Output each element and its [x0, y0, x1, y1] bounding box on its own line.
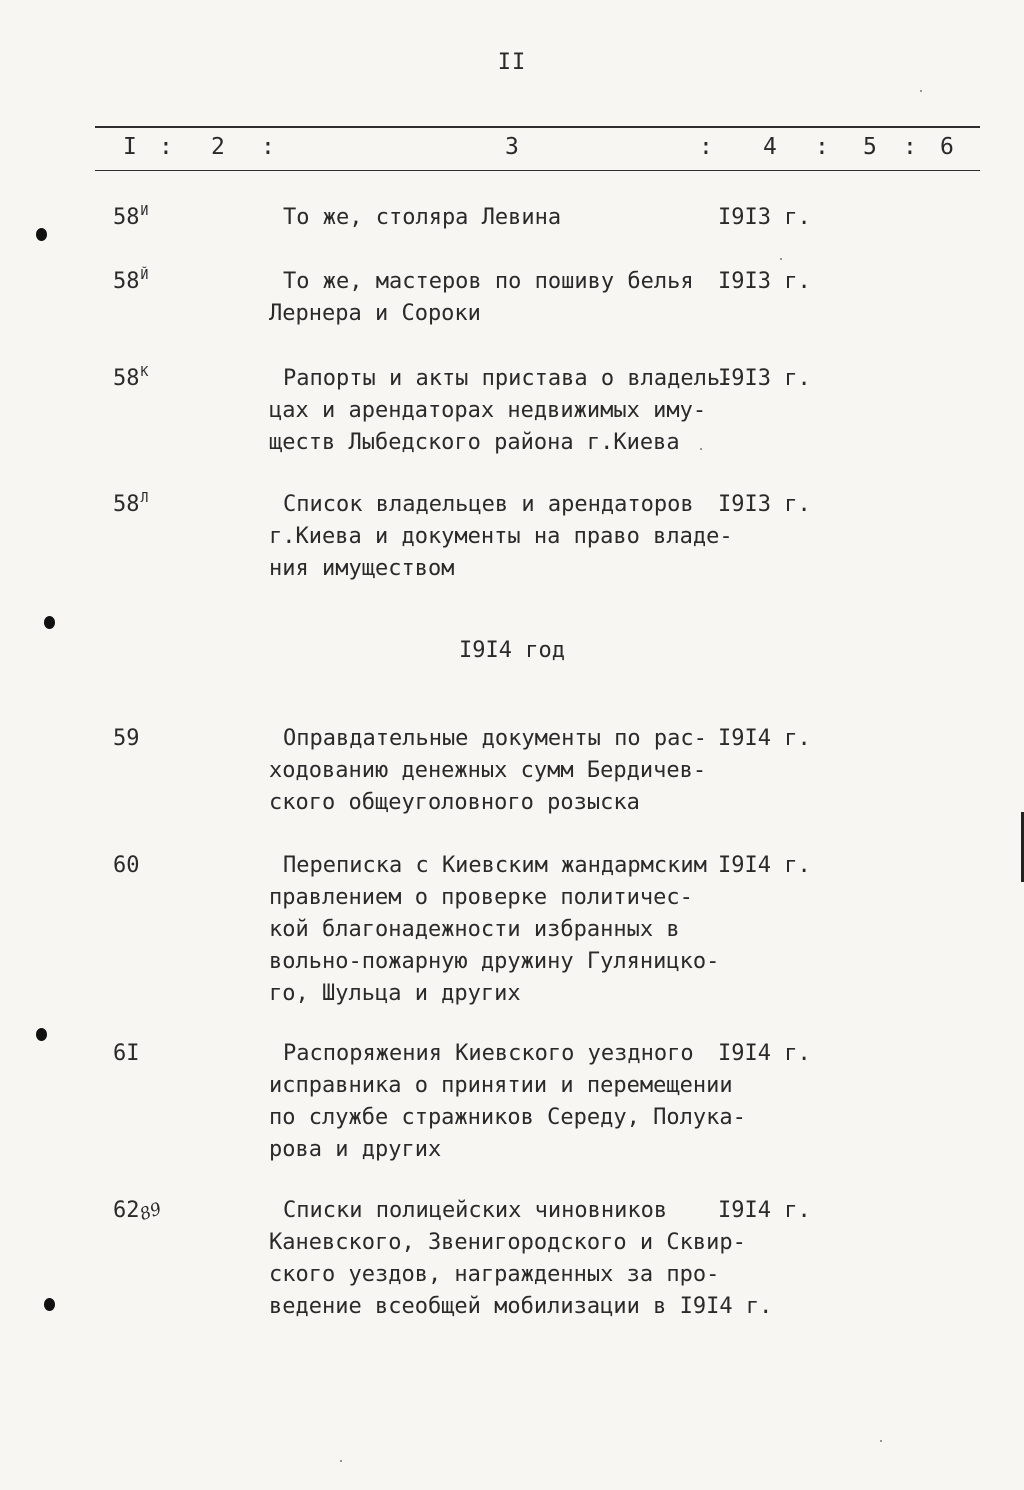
binding-hole — [36, 1028, 47, 1041]
column-header-3: 3 — [505, 134, 519, 160]
entry-number: 6289 — [113, 1195, 161, 1228]
entry-year: I9I4 г. — [718, 1041, 811, 1066]
entry-description: Оправдательные документы по рас- ходованию денежных сумм Бердичев- ского общеуголовного розыска — [269, 726, 707, 815]
entry-year: I9I4 г. — [718, 726, 811, 751]
entry-number: $58^Й$ — [113, 268, 149, 294]
entry-year: I9I3 г. — [718, 366, 811, 391]
entry-description: То же, мастеров по пошиву белья Лернера и Сороки — [269, 269, 694, 326]
section-title: I9I4 год — [459, 638, 565, 663]
entry-year: I9I4 г. — [718, 853, 811, 878]
entry-number: $58^И$ — [113, 204, 149, 230]
column-separator: : — [159, 134, 173, 160]
scan-speck — [340, 1460, 342, 1462]
binding-hole — [36, 228, 47, 241]
table-header-row — [95, 134, 980, 164]
entry-description: Списки полицейских чиновников Каневского, Звенигородского и Сквир- ского уездов, награжденных за про- ведение всеобщей мобилизации в I9I4 г. — [269, 1198, 773, 1319]
column-separator: : — [903, 134, 917, 160]
entry-number: $58^Л$ — [113, 491, 149, 517]
page-number: II — [497, 50, 527, 75]
entry-description: Список владельцев и арендаторов г.Киева и документы на право владе- ния имуществом — [269, 492, 733, 581]
table-top-rule — [95, 126, 980, 128]
binding-hole — [44, 616, 55, 629]
column-separator: : — [815, 134, 829, 160]
entry-number: $58^К$ — [113, 365, 149, 391]
table-bottom-rule — [95, 170, 980, 171]
column-header-5: 5 — [863, 134, 877, 160]
entry-description: Рапорты и акты пристава о владель- цах и арендаторах недвижимых иму- ществ Лыбедского района г.Киева — [269, 366, 734, 455]
entry-number: 6I — [113, 1041, 140, 1066]
scan-speck — [880, 1440, 882, 1442]
column-separator: : — [699, 134, 713, 160]
scan-speck — [920, 90, 922, 92]
entry-description: Распоряжения Киевского уездного исправника о принятии и перемещении по службе стражников Середу, Полука- рова и других — [269, 1041, 746, 1162]
entry-description: То же, столяра Левина — [283, 205, 562, 230]
column-separator: : — [261, 134, 275, 160]
entry-number: 59 — [113, 726, 140, 751]
scan-speck — [780, 258, 782, 260]
entry-year: I9I4 г. — [718, 1198, 811, 1223]
handwritten-annotation: 89 — [136, 1198, 164, 1226]
column-header-4: 4 — [763, 134, 777, 160]
entry-year: I9I3 г. — [718, 205, 811, 230]
binding-hole — [44, 1298, 55, 1311]
column-header-1: I — [123, 134, 137, 160]
entry-description: Переписка с Киевским жандармским правлением о проверке политичес- кой благонадежности избранных в вольно-пожарную дружину Гуляницко- го, Шульца и других — [269, 853, 720, 1006]
entry-number: 60 — [113, 853, 140, 878]
column-header-6: 6 — [940, 134, 954, 160]
entry-year: I9I3 г. — [718, 492, 811, 517]
scan-speck — [700, 448, 702, 450]
column-header-2: 2 — [211, 134, 225, 160]
entry-year: I9I3 г. — [718, 269, 811, 294]
